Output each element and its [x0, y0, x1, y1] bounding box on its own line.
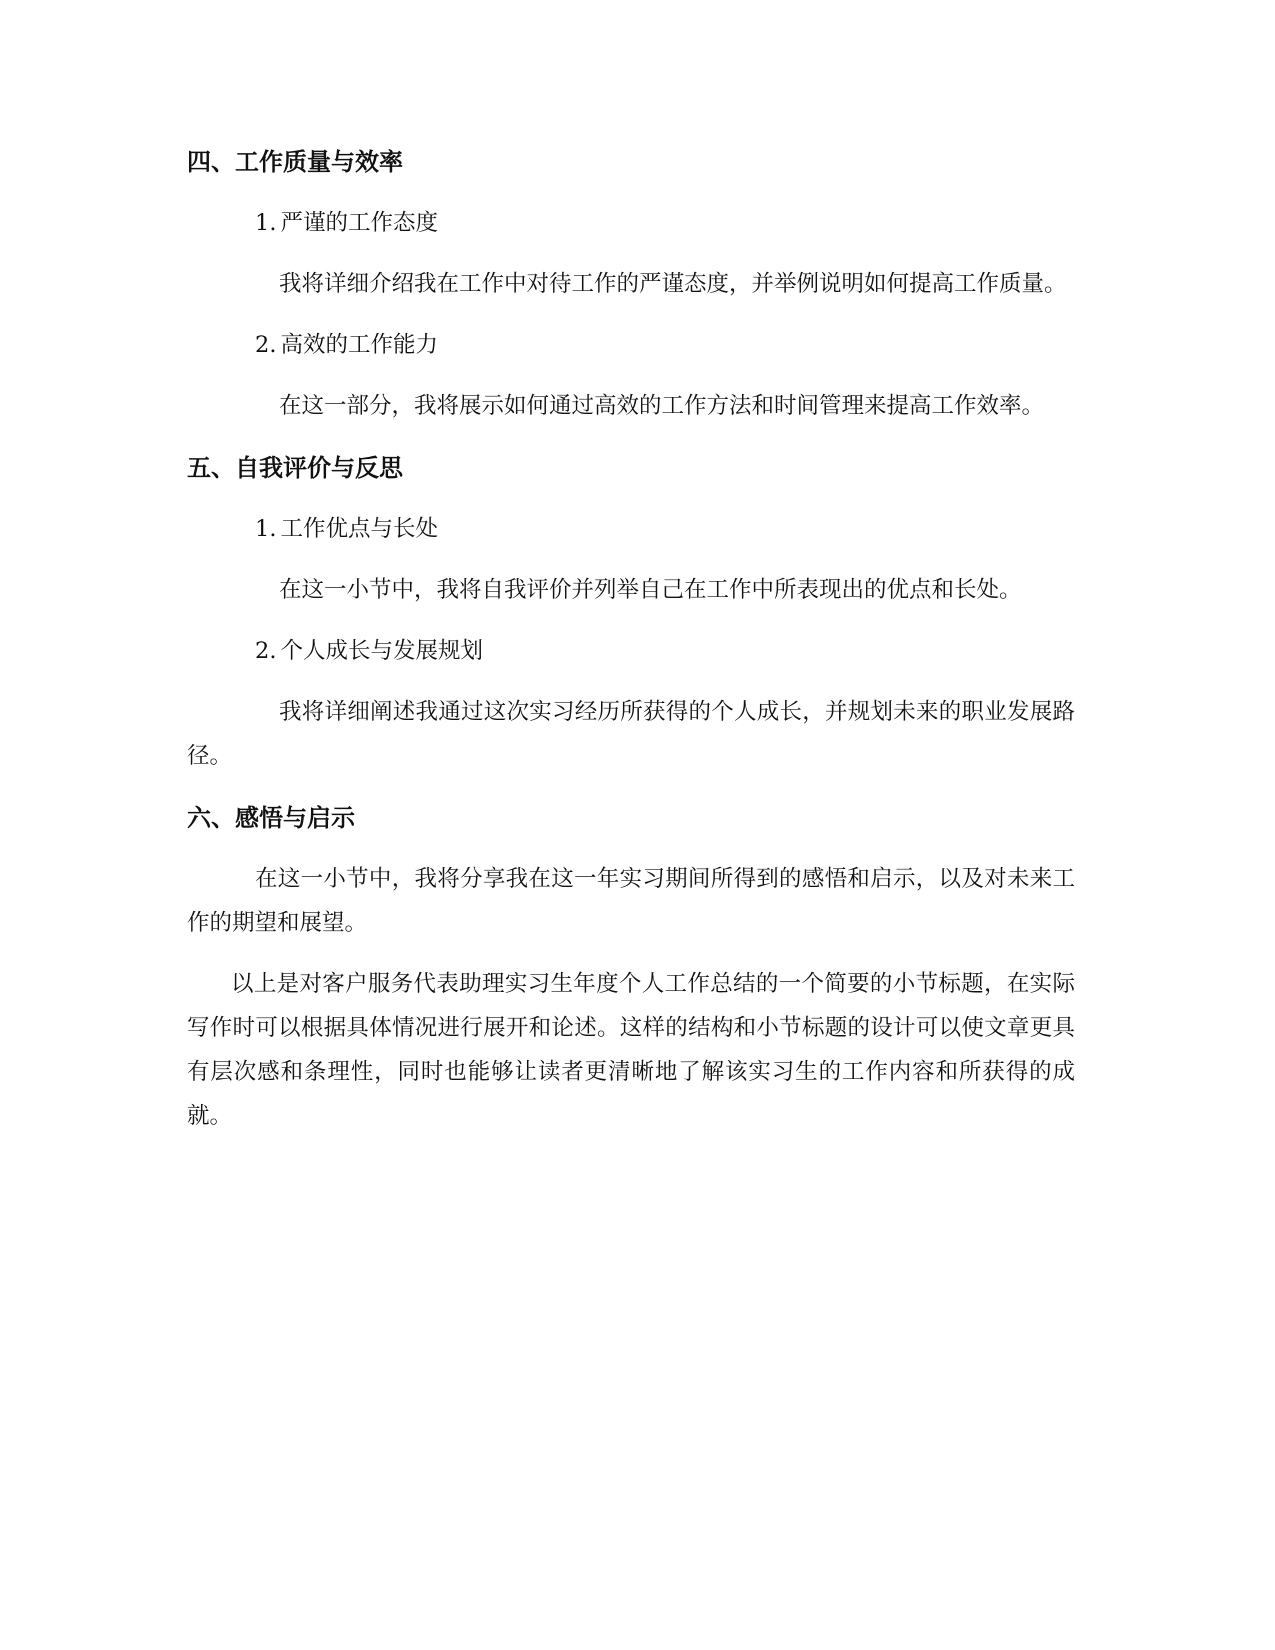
subheading-title: 高效的工作能力	[280, 332, 438, 358]
subheading-rigorous-attitude	[187, 201, 1075, 245]
list-number: 1.	[255, 210, 277, 236]
document-body	[187, 140, 1075, 1138]
list-number: 1.	[255, 516, 277, 542]
paragraph-insights: 在这一小节中，我将分享我在这一年实习期间所得到的感悟和启示，以及对未来工作的期望和展望。	[187, 866, 1075, 936]
section-heading-quality-efficiency: 四、工作质量与效率	[187, 148, 403, 176]
section-heading-insights: 六、感悟与启示	[187, 804, 355, 832]
subheading-title: 严谨的工作态度	[280, 210, 438, 236]
paragraph-growth-plan: 我将详细阐述我通过这次实习经历所获得的个人成长，并规划未来的职业发展路径。	[187, 699, 1075, 769]
subheading-strengths	[187, 507, 1075, 551]
subheading-title: 工作优点与长处	[280, 516, 438, 542]
paragraph-closing-summary: 以上是对客户服务代表助理实习生年度个人工作总结的一个简要的小节标题，在实际写作时可以根据具体情况进行展开和论述。这样的结构和小节标题的设计可以使文章更具有层次感和条理性，同时也能够让读者更清晰地了解该实习生的工作内容和所获得的成就。	[187, 971, 1075, 1129]
list-number: 2.	[255, 638, 277, 664]
paragraph-strengths: 在这一小节中，我将自我评价并列举自己在工作中所表现出的优点和长处。	[279, 577, 1022, 603]
subheading-efficient-ability	[187, 323, 1075, 367]
list-number: 2.	[255, 332, 277, 358]
section-heading-self-evaluation: 五、自我评价与反思	[187, 454, 403, 482]
subheading-growth-plan	[187, 629, 1075, 673]
paragraph-rigorous-attitude: 我将详细介绍我在工作中对待工作的严谨态度，并举例说明如何提高工作质量。	[279, 271, 1067, 297]
subheading-title: 个人成长与发展规划	[280, 638, 483, 664]
paragraph-efficient-ability: 在这一部分，我将展示如何通过高效的工作方法和时间管理来提高工作效率。	[279, 393, 1045, 419]
